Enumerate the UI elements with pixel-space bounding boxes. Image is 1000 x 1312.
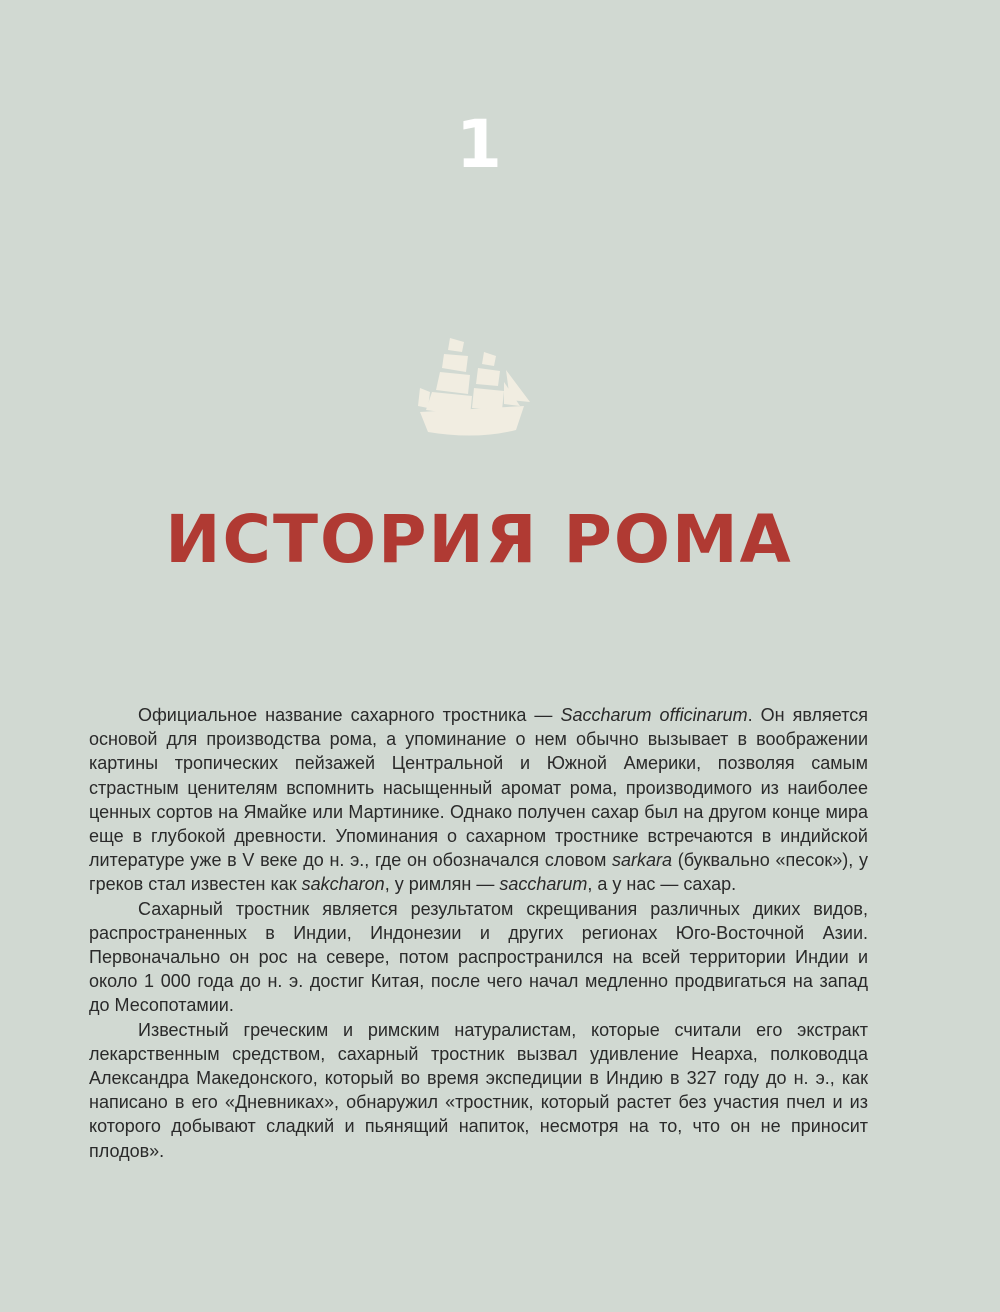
term-saccharum-officinarum: Saccharum officinarum bbox=[560, 705, 748, 725]
body-text bbox=[89, 703, 868, 1163]
paragraph-1 bbox=[89, 703, 868, 897]
para1-text-e: , а у нас — сахар. bbox=[587, 874, 737, 895]
sailing-ship-icon bbox=[416, 336, 532, 440]
chapter-number: 1 bbox=[456, 106, 502, 183]
para1-text-b: . Он является основой для производства рома, а упоминание о нем обычно вызывает в воображении картины тропических пейзажей Центральной и Южной Америки, позволяя самым страстным ценителям вспомнить насыщенный аромат рома, производимого из наиболее ценных сортов на Ямайке или Мартинике. Однако получен сахар был на другом конце мира еще в глубокой древности. Упоминания о сахарном тростнике встречаются в индийской литературе уже в V веке до н. э., где он обозначался словом bbox=[89, 705, 868, 871]
term-saccharum: saccharum bbox=[499, 874, 588, 895]
para1-text-c: (буквально «песок»), у греков стал известен как bbox=[89, 850, 868, 895]
term-sakcharon: sakcharon bbox=[301, 874, 385, 895]
para1-text-d: , у римлян — bbox=[384, 874, 500, 895]
para1-text-a: Официальное название сахарного тростника — bbox=[138, 705, 561, 725]
paragraph-2: Сахарный тростник является результатом скрещивания различных диких видов, распространенных в Индии, Индонезии и других регионах Юго-Восточной Азии. Первоначально он рос на севере, потом распространился на всей территории Индии и около 1 000 года до н. э. достиг Китая, после чего начал медленно продвигаться на запад до Месопотамии. bbox=[89, 898, 868, 1016]
term-sarkara: sarkara bbox=[612, 850, 673, 871]
paragraph-3: Известный греческим и римским натуралистам, которые считали его экстракт лекарственным средством, сахарный тростник вызвал удивление Неарха, полководца Александра Македонского, который во время экспедиции в Индию в 327 году до н. э., как написано в его «Дневниках», обнаружил «тростник, который растет без участия пчел и из которого добывают сладкий и пьянящий напиток, несмотря на то, что он не приносит плодов». bbox=[89, 1019, 868, 1161]
chapter-title: ИСТОРИЯ РОМА bbox=[165, 501, 793, 578]
